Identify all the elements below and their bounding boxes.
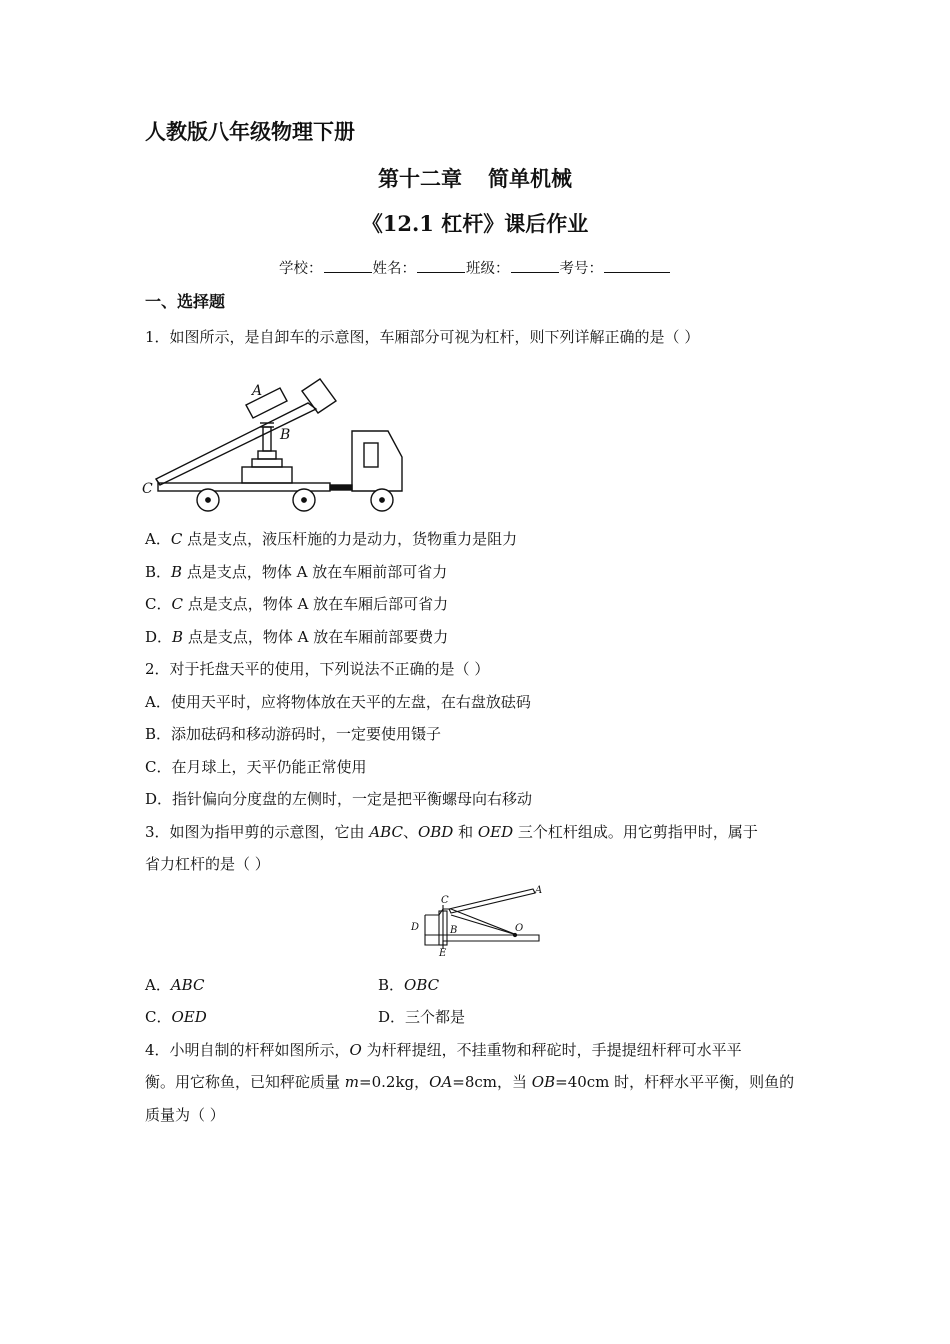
q1-dump-truck-figure bbox=[140, 355, 415, 515]
q4-stem-line1: 4．小明自制的杆秤如图所示，O 为杆秤提纽，不挂重物和秤砣时，手提提纽杆秤可水平平 bbox=[145, 1041, 742, 1059]
q3-label-o: O bbox=[515, 923, 524, 934]
q3-label-b: B bbox=[450, 925, 458, 936]
section-title: 一、选择题 bbox=[145, 292, 226, 311]
student-info-line bbox=[0, 257, 950, 278]
q3-option-b: B．OBC bbox=[378, 976, 440, 994]
name-label: 姓名： bbox=[372, 261, 416, 277]
q1-option-b: B．B 点是支点，物体 A 放在车厢前部可省力 bbox=[145, 563, 448, 581]
q3-label-c: C bbox=[441, 895, 449, 906]
q2-option-a: A．使用天平时，应将物体放在天平的左盘，在右盘放砝码 bbox=[145, 693, 531, 711]
q1-option-a: A．C 点是支点，液压杆施的力是动力，货物重力是阻力 bbox=[145, 530, 518, 548]
chapter-number: 第十二章 bbox=[378, 166, 462, 191]
q1-option-c: C．C 点是支点，物体 A 放在车厢后部可省力 bbox=[145, 595, 449, 613]
q4-stem-line2: 衡。用它称鱼，已知秤砣质量 m=0.2kg，OA=8cm，当 OB=40cm 时，杆秤水平平衡，则鱼的 bbox=[145, 1073, 795, 1091]
q3-option-d: D．三个都是 bbox=[378, 1008, 466, 1026]
q3-nail-clipper-figure bbox=[405, 885, 545, 957]
exam-number-label: 考号： bbox=[559, 261, 603, 277]
q2-option-b: B．添加砝码和移动游码时，一定要使用镊子 bbox=[145, 725, 442, 743]
q3-label-a: A bbox=[535, 885, 543, 896]
q3-stem-line2: 省力杠杆的是（ ） bbox=[145, 855, 270, 873]
q1-label-a: A bbox=[252, 383, 263, 399]
exam-number-blank bbox=[604, 258, 670, 273]
q1-label-b: B bbox=[280, 427, 291, 443]
series-title: 人教版八年级物理下册 bbox=[145, 119, 355, 144]
lesson-title: 《12.1 杠杆》课后作业 bbox=[361, 211, 589, 236]
chapter-name: 简单机械 bbox=[488, 166, 572, 191]
school-label: 学校： bbox=[279, 261, 323, 277]
chapter-title bbox=[0, 163, 950, 193]
q2-stem: 2．对于托盘天平的使用，下列说法不正确的是（ ） bbox=[145, 660, 490, 678]
name-blank bbox=[417, 258, 465, 273]
q3-label-d: D bbox=[411, 922, 420, 933]
school-blank bbox=[324, 258, 372, 273]
q3-option-c: C．OED bbox=[145, 1008, 207, 1026]
q2-option-c: C．在月球上，天平仍能正常使用 bbox=[145, 758, 367, 776]
class-blank bbox=[511, 258, 559, 273]
q3-label-e: E bbox=[439, 948, 447, 957]
class-label: 班级： bbox=[466, 261, 510, 277]
q2-option-d: D．指针偏向分度盘的左侧时，一定是把平衡螺母向右移动 bbox=[145, 790, 533, 808]
q3-option-a: A．ABC bbox=[145, 976, 205, 994]
q1-stem: 1．如图所示，是自卸车的示意图，车厢部分可视为杠杆，则下列详解正确的是（ ） bbox=[145, 328, 700, 346]
q4-stem-line3: 质量为（ ） bbox=[145, 1106, 225, 1124]
q1-option-d: D．B 点是支点，物体 A 放在车厢前部要费力 bbox=[145, 628, 449, 646]
q1-label-c: C bbox=[142, 481, 153, 497]
q3-stem: 3．如图为指甲剪的示意图，它由 ABC、OBD 和 OED 三个杠杆组成。用它剪指甲时，属于 bbox=[145, 823, 758, 841]
